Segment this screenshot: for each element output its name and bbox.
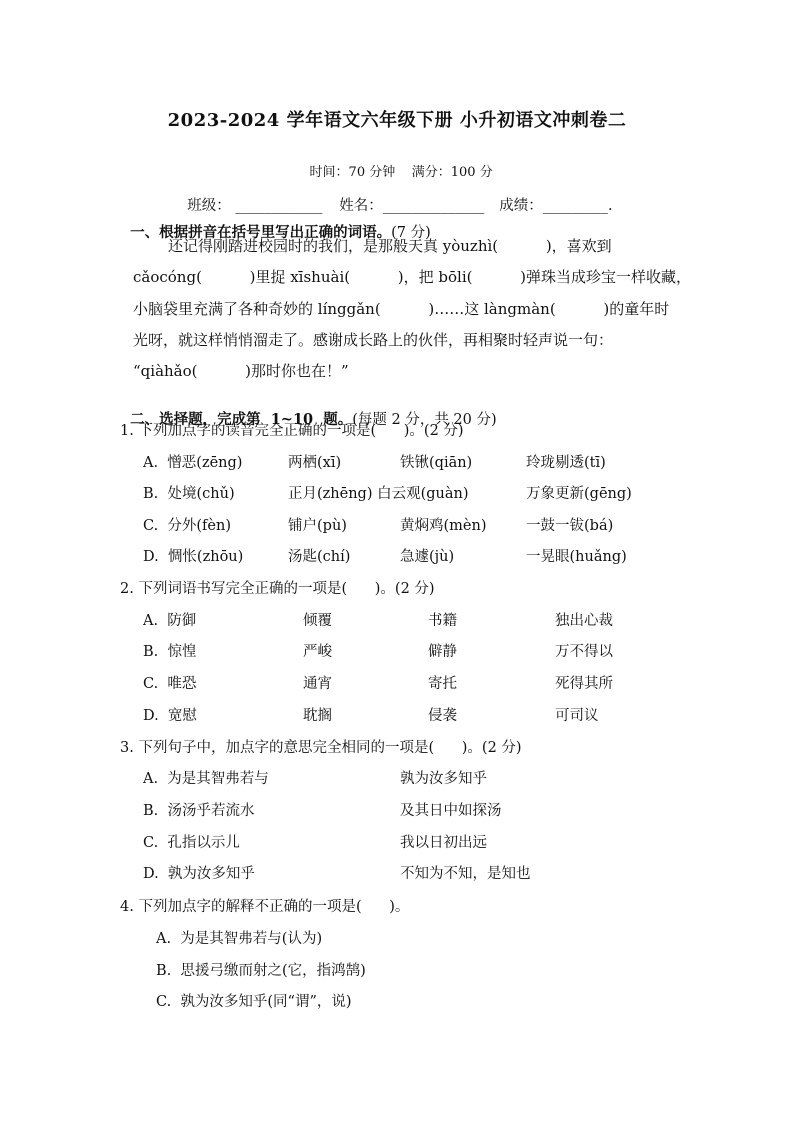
q2-option-b-3: 僻静 (428, 644, 457, 660)
score-field[interactable] (490, 178, 613, 215)
q3-option-d-2: 不知为不知，是知也 (400, 866, 531, 882)
question-4-stem: 4. 下列加点字的解释不正确的一项是( )。 (120, 899, 410, 915)
passage-line-3: 小脑袋里充满了各种奇妙的 línggǎn( )……这 làngmàn( )的童年时 (133, 300, 670, 318)
q1-option-a-2: 两栖(xī) (288, 455, 342, 471)
q3-option-b-2: 及其日中如探汤 (400, 803, 502, 819)
q1-option-c-2: 铺户(pù) (288, 518, 347, 534)
q1-option-b-2: 正月(zhēng) 白云观(guàn) (288, 486, 469, 502)
q2-option-d-3: 侵袭 (428, 708, 457, 724)
exam-title: 2023-2024 学年语文六年级下册 小升初语文冲刺卷二 (167, 110, 627, 131)
q1-option-d-3: 急遽(jù) (400, 549, 455, 565)
q1-option-a-1: A. 憎恶(zēng) (143, 455, 243, 471)
q2-option-b-1: B. 惊惶 (143, 644, 197, 660)
q2-option-a-4: 独出心裁 (555, 613, 613, 629)
time-limit: 时间：70 分钟 (309, 165, 396, 180)
q1-option-a-4: 玲珑剔透(tī) (526, 455, 606, 471)
q2-option-d-1: D. 宽慰 (143, 708, 197, 724)
q3-option-a-2: 孰为汝多知乎 (400, 771, 487, 787)
class-blank[interactable]: ____________ (235, 198, 323, 214)
passage-line-5: “qiàhǎo( )那时你也在！” (133, 362, 349, 380)
q2-option-c-4: 死得其所 (555, 676, 613, 692)
q1-option-d-2: 汤匙(chí) (288, 549, 351, 565)
q4-option-a: A. 为是其智弗若与(认为) (156, 931, 323, 947)
q3-option-c-1: C. 孔指以示儿 (143, 835, 240, 851)
full-score: 满分：100 分 (411, 165, 493, 180)
q1-option-c-1: C. 分外(fèn) (143, 518, 232, 534)
q1-option-d-4: 一晃眼(huǎng) (526, 549, 627, 565)
question-3-stem: 3. 下列句子中，加点字的意思完全相同的一项是( )。(2 分) (120, 740, 522, 756)
passage-line-2: cǎocóng( )里捉 xīshuài( )，把 bōli( )弹珠当成珍宝一样收藏， (133, 268, 692, 286)
q2-option-a-3: 书籍 (428, 613, 457, 629)
q2-option-b-4: 万不得以 (555, 644, 613, 660)
q2-option-d-4: 可司议 (555, 708, 599, 724)
q3-option-d-1: D. 孰为汝多知乎 (143, 866, 255, 882)
section-2-points: (每题 2 分，共 20 分) (352, 412, 497, 428)
section-2-heading: 二、选择题，完成第 1~10 题。(每题 2 分，共 20 分) (130, 411, 497, 428)
q2-option-a-2: 倾覆 (303, 613, 332, 629)
q4-option-c: C. 孰为汝多知乎(同“谓”，说) (156, 994, 352, 1010)
q2-option-d-2: 耽搁 (303, 708, 332, 724)
q2-option-c-2: 通宵 (303, 676, 332, 692)
q4-option-b: B. 思援弓缴而射之(它，指鸿鹄) (156, 963, 366, 979)
class-label: 班级： (187, 198, 231, 214)
q1-option-b-4: 万象更新(gēng) (526, 486, 632, 502)
q1-option-c-4: 一鼓一钹(bá) (526, 518, 614, 534)
q2-option-c-1: C. 唯恐 (143, 676, 197, 692)
q2-option-c-3: 寄托 (428, 676, 457, 692)
question-2-stem: 2. 下列词语书写完全正确的一项是( )。(2 分) (120, 581, 435, 597)
question-1-stem: 1. 下列加点字的读音完全正确的一项是( )。(2 分) (120, 423, 464, 439)
q3-option-b-1: B. 汤汤乎若流水 (143, 803, 255, 819)
q3-option-c-2: 我以日初出远 (400, 835, 487, 851)
name-label: 姓名： (339, 198, 383, 214)
name-blank[interactable]: ______________ (382, 198, 485, 214)
section-1-heading: 一、根据拼音在括号里写出正确的词语。(7 分) (130, 224, 431, 241)
score-blank[interactable]: _________. (542, 198, 613, 214)
q3-option-a-1: A. 为是其智弗若与 (143, 771, 269, 787)
q1-option-a-3: 铁锹(qiān) (400, 455, 473, 471)
exam-meta (0, 146, 794, 180)
q1-option-d-1: D. 惆怅(zhōu) (143, 549, 244, 565)
passage-line-4: 光呀，就这样悄悄溜走了。感谢成长路上的伙伴，再相聚时轻声说一句： (133, 331, 614, 349)
q2-option-b-2: 严峻 (303, 644, 332, 660)
section-1-points: (7 分) (391, 225, 431, 241)
passage-line-1: 还记得刚踏进校园时的我们，是那般天真 yòuzhì( )，喜欢到 (168, 237, 612, 255)
q2-option-a-1: A. 防御 (143, 613, 197, 629)
q1-option-c-3: 黄焖鸡(mèn) (400, 518, 487, 534)
q1-option-b-1: B. 处境(chǔ) (143, 486, 235, 502)
score-label: 成绩： (499, 198, 543, 214)
